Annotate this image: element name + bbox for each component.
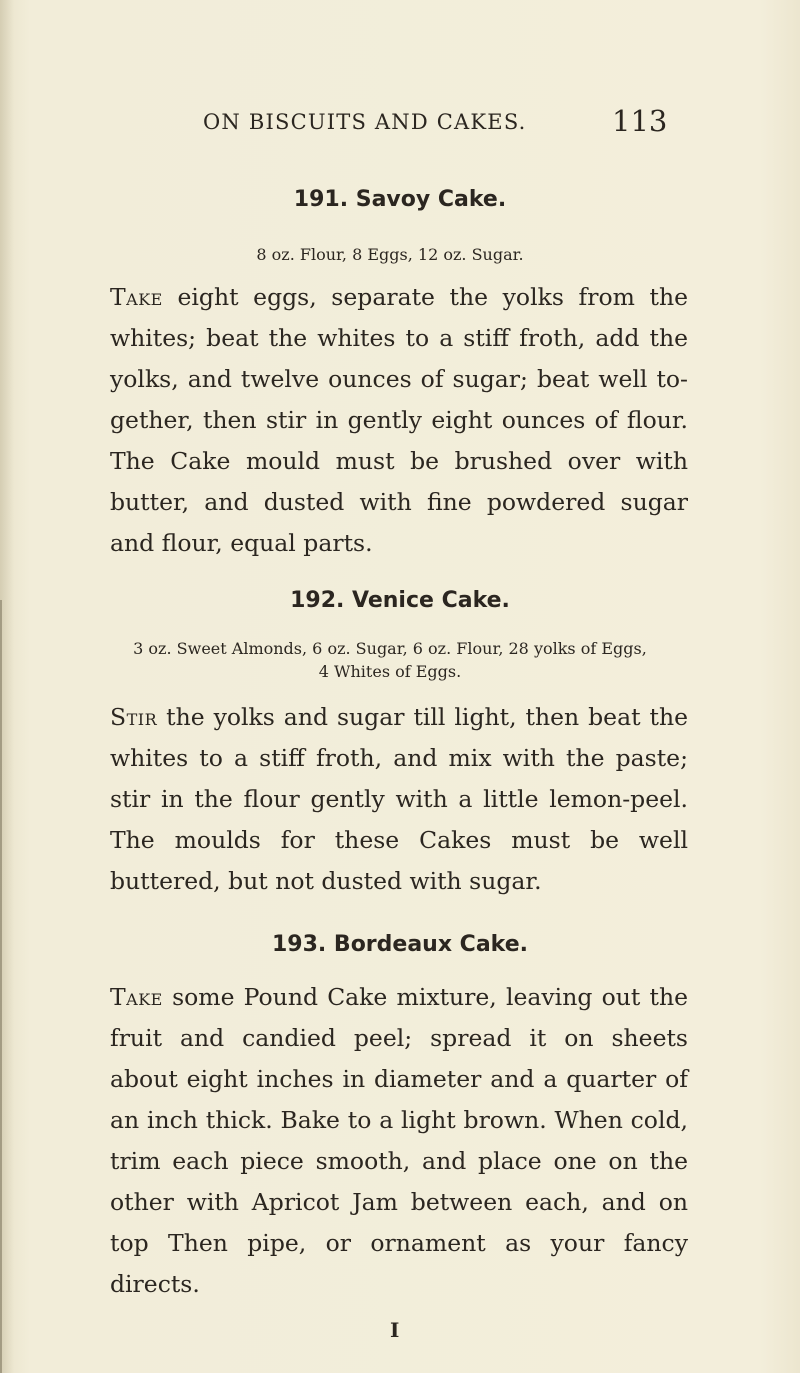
recipe-text: eight eggs, separate the yolks from the whites; beat the whites to a stiff froth, add the yolks, and twelve ounces of sugar; beat well to- gether, then stir in gently eight ounces of flour. The Cake mould must be brushed over with butter, and dusted with fine powdered sugar and flour, equal parts. <box>110 283 688 557</box>
running-head: ON BISCUITS AND CAKES. <box>203 110 527 134</box>
recipe-body <box>110 697 688 902</box>
lead-word: Take <box>110 283 163 311</box>
page-header <box>0 104 800 144</box>
ingredients: 8 oz. Flour, 8 Eggs, 12 oz. Sugar. <box>256 245 524 264</box>
recipe-text: some Pound Cake mixture, leaving out the fruit and candied peel; spread it on sheets about eight inches in diameter and a quarter of an inch thick. Bake to a light brown. When cold, trim each piece smooth, and place one on the other with Apricot Jam between each, and on top Then pipe, or ornament as your fancy directs. <box>110 983 688 1298</box>
ingredients-line: 4 Whites of Eggs. <box>318 662 462 681</box>
recipe-body <box>110 277 688 564</box>
page-number: 113 <box>612 104 668 138</box>
ingredients <box>100 637 680 683</box>
signature-mark: I <box>390 1318 400 1342</box>
ingredients-line: 3 oz. Sweet Almonds, 6 oz. Sugar, 6 oz. Flour, 28 yolks of Eggs, <box>133 639 647 658</box>
recipe-title: 191. Savoy Cake. <box>293 187 507 212</box>
recipe-title: 192. Venice Cake. <box>290 588 510 613</box>
recipe-title: 193. Bordeaux Cake. <box>271 932 528 957</box>
recipe-text: the yolks and sugar till light, then beat the whites to a stiff froth, and mix with the paste; stir in the flour gently with a little lemon-peel. The moulds for these Cakes must be well buttered, but not dusted with sugar. <box>110 703 688 895</box>
binding-edge <box>0 600 16 1373</box>
lead-word: Take <box>110 983 163 1011</box>
lead-word: Stir <box>110 703 158 731</box>
recipe-body <box>110 977 688 1305</box>
